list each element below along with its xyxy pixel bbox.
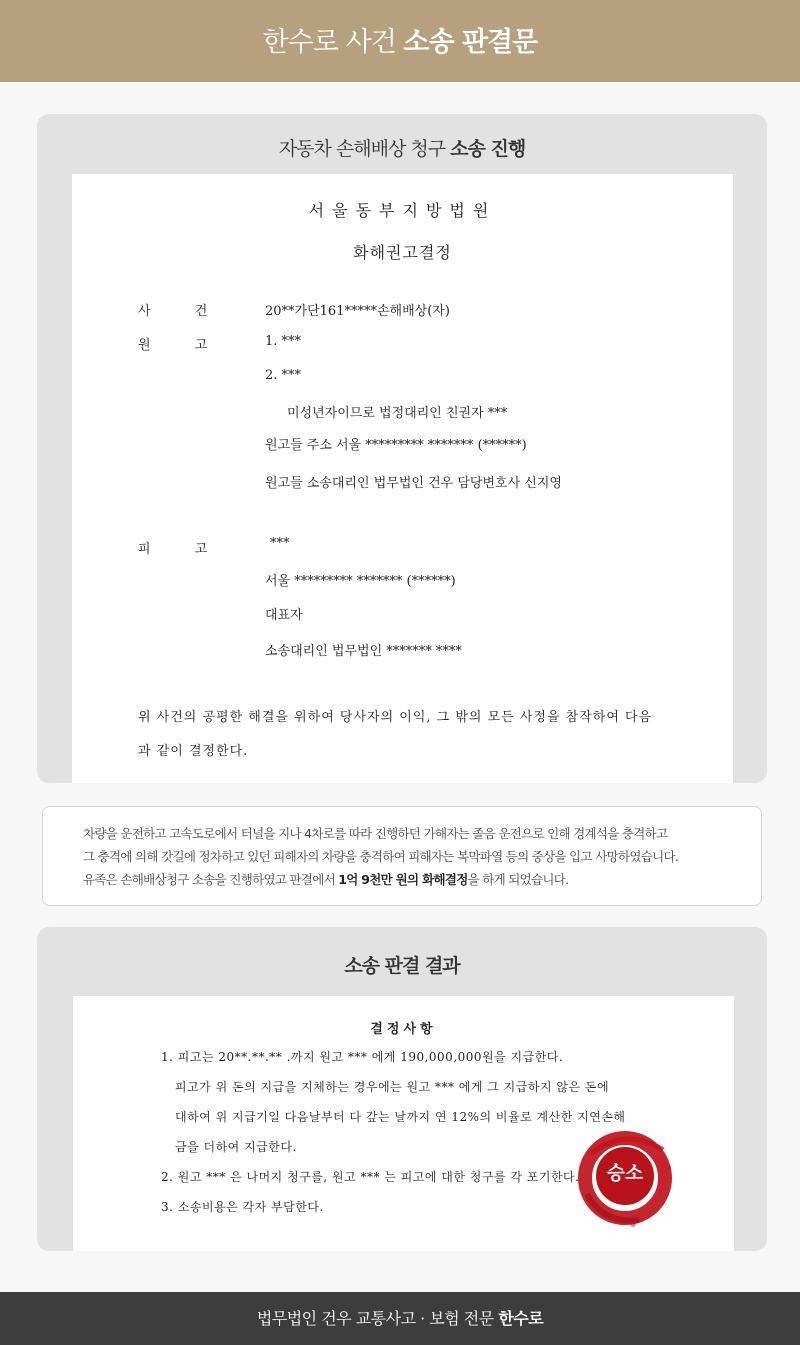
page-header xyxy=(0,0,800,82)
plaintiff-counsel: 원고들 소송대리인 법무법인 건우 담당변호사 신지영 xyxy=(265,476,562,491)
win-stamp xyxy=(573,1124,677,1228)
defendant-name: *** xyxy=(270,536,290,551)
summary-line3: 유족은 손해배상청구 소송을 진행하였고 판결에서 1억 9천만 원의 화해결정을 하게 되었습니다. xyxy=(83,872,569,887)
settlement-amount: 1억 9천만 원의 화해결정 xyxy=(338,872,468,887)
result-panel-title: 소송 판결 결과 xyxy=(344,955,460,977)
case-panel-title: 자동차 손해배상 청구 소송 진행 xyxy=(278,138,526,160)
defendant-label: 피 고 xyxy=(138,542,208,557)
defendant-counsel: 소송대리인 법무법인 ******* **** xyxy=(265,644,462,659)
settlement-document xyxy=(72,174,733,783)
document-title: 화해권고결정 xyxy=(353,243,452,262)
plaintiff-2: 2. *** xyxy=(265,368,302,383)
header-title-light: 한수로 사건 xyxy=(262,27,404,58)
result-document-title: 결정사항 xyxy=(370,1022,437,1037)
page-footer xyxy=(0,1292,800,1345)
summary-line1: 차량을 운전하고 고속도로에서 터널을 지나 4차로를 따라 진행하던 가해자는 졸음 운전으로 인해 경계석을 충격하고 xyxy=(83,826,668,841)
guardian-note: 미성년자이므로 법정대리인 친권자 *** xyxy=(287,406,508,421)
result-item-1-cont2: 대하여 위 지급기일 다음날부터 다 갚는 날까지 연 12%의 비율로 계산한 지연손해 xyxy=(175,1110,626,1124)
court-name: 서울동부지방법원 xyxy=(308,201,497,220)
footer-text-bold: 한수로 xyxy=(498,1309,544,1328)
header-title-bold: 소송 판결문 xyxy=(403,27,538,58)
result-item-1-cont1: 피고가 위 돈의 지급을 지체하는 경우에는 원고 *** 에게 그 지급하지 않은 돈에 xyxy=(175,1080,610,1094)
result-item-1-cont3: 금을 더하여 지급한다. xyxy=(175,1140,297,1154)
result-item-1: 1. 피고는 20**.**.** .까지 원고 *** 에게 190,000,000원을 지급한다. xyxy=(161,1050,564,1064)
plaintiff-1: 1. *** xyxy=(265,334,302,349)
stamp-text: 승소 xyxy=(606,1162,644,1184)
case-panel xyxy=(37,114,767,783)
defendant-address: 서울 ********* ******* (******) xyxy=(265,574,456,589)
decision-text-line1: 위 사건의 공평한 해결을 위하여 당사자의 이익, 그 밖의 모든 사정을 참작하여 다음 xyxy=(138,710,653,725)
result-item-3: 3. 소송비용은 각자 부담한다. xyxy=(161,1200,324,1214)
decision-text-line2: 과 같이 결정한다. xyxy=(138,744,249,759)
footer-text-light: 법무법인 건우 교통사고 · 보험 전문 xyxy=(256,1309,499,1328)
case-number: 20**가단161*****손해배상(자) xyxy=(265,304,450,319)
summary-line2: 그 충격에 의해 갓길에 정차하고 있던 피해자의 차량을 충격하여 피해자는 복막파열 등의 중상을 입고 사망하였습니다. xyxy=(83,849,679,864)
case-label: 사 건 xyxy=(138,304,208,319)
plaintiff-address: 원고들 주소 서울 ********* ******* (******) xyxy=(265,438,527,453)
case-summary xyxy=(42,806,762,906)
plaintiff-label: 원 고 xyxy=(138,338,208,353)
result-item-2: 2. 원고 *** 은 나머지 청구를, 원고 *** 는 피고에 대한 청구를 각 포기한다. xyxy=(161,1170,580,1184)
defendant-representative: 대표자 xyxy=(265,608,303,623)
